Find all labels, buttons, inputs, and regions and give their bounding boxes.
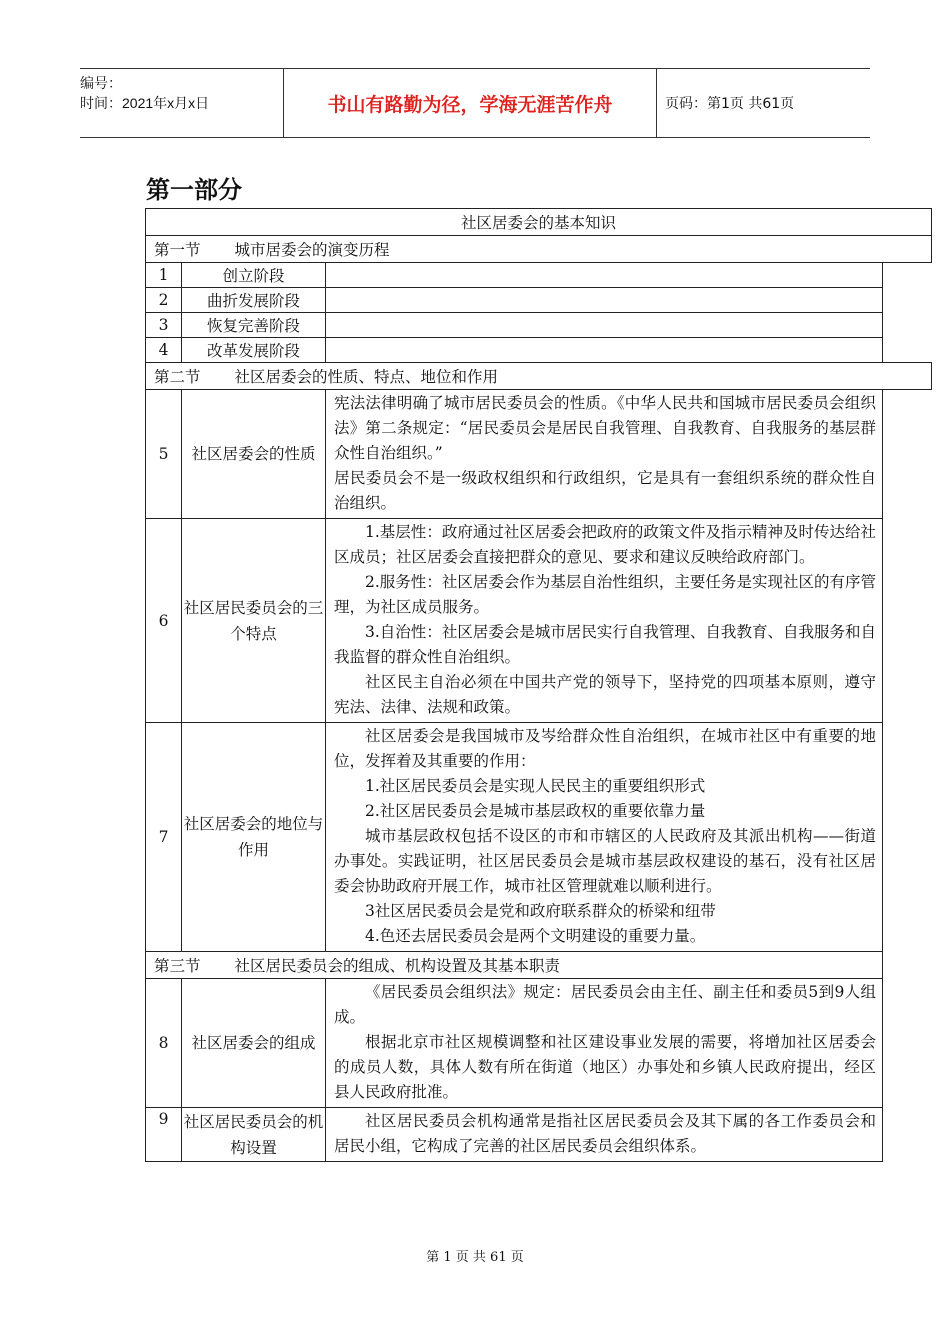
table-row — [146, 288, 932, 313]
section-label: 第一节 — [154, 241, 201, 259]
paragraph: 1.基层性：政府通过社区居委会把政府的政策文件及指示精神及时传达给社区成员；社区居委会直接把群众的意见、要求和建议反映给政府部门。 — [334, 523, 876, 566]
row-number: 1 — [146, 263, 182, 288]
empty-cell — [883, 519, 932, 723]
paragraph: 根据北京市社区规模调整和社区建设事业发展的需要，将增加社区居委会的成员人数，具体人数有所在街道（地区）办事处和乡镇人民政府提出，经区县人民政府批准。 — [334, 1033, 876, 1101]
number-label: 编号： — [80, 75, 122, 91]
empty-cell — [883, 952, 932, 979]
knowledge-table — [145, 208, 932, 1162]
header-motto-cell — [283, 69, 657, 137]
row-number: 3 — [146, 313, 182, 338]
empty-cell — [326, 313, 883, 338]
section-row — [146, 952, 932, 979]
row-title: 社区居民委员会的三个特点 — [182, 519, 326, 723]
paragraph: 城市基层政权包括不设区的市和市辖区的人民政府及其派出机构——街道办事处。实践证明，社区居民委员会是城市基层政权建设的基石，没有社区居委会协助政府开展工作，城市社区管理就难以顺利进行。 — [334, 827, 876, 895]
empty-cell — [883, 1108, 932, 1162]
page-footer: 第 1 页 共 61 页 — [426, 1250, 524, 1265]
paragraph: 1.社区居民委员会是实现人民民主的重要组织形式 — [365, 777, 706, 795]
table-row — [146, 263, 932, 288]
row-number: 9 — [146, 1108, 182, 1162]
table-row — [146, 338, 932, 363]
empty-cell — [883, 390, 932, 519]
section-heading — [146, 952, 883, 979]
row-number: 7 — [146, 723, 182, 952]
section-title: 社区居委会的性质、特点、地位和作用 — [234, 368, 499, 386]
row-title: 社区居委会的性质 — [182, 390, 326, 519]
section-title: 城市居委会的演变历程 — [234, 241, 390, 259]
section-row — [146, 236, 932, 263]
row-content — [326, 1108, 883, 1162]
empty-cell — [883, 313, 932, 338]
date-label: 时间：2021年x月x日 — [80, 95, 210, 111]
table-row — [146, 313, 932, 338]
section-label: 第二节 — [154, 368, 201, 386]
stage-name: 改革发展阶段 — [182, 338, 326, 363]
paragraph: 3.自治性：社区居委会是城市居民实行自我管理、自我教育、自我服务和自我监督的群众性自治组织。 — [334, 623, 876, 666]
stage-name: 创立阶段 — [182, 263, 326, 288]
empty-cell — [883, 288, 932, 313]
paragraph: 4.色还去居民委员会是两个文明建设的重要力量。 — [365, 927, 706, 945]
empty-cell — [326, 263, 883, 288]
document-header — [80, 68, 870, 138]
row-content — [326, 390, 883, 519]
section-heading — [146, 236, 932, 263]
paragraph: 社区居委会是我国城市及岑给群众性自治组织，在城市社区中有重要的地位，发挥着及其重要的作用： — [334, 727, 876, 770]
stage-name: 曲折发展阶段 — [182, 288, 326, 313]
header-meta — [80, 69, 283, 141]
paragraph: 《居民委员会组织法》规定：居民委员会由主任、副主任和委员5到9人组成。 — [334, 983, 876, 1026]
empty-cell — [883, 723, 932, 952]
section-label: 第三节 — [154, 957, 201, 975]
table-caption-row — [146, 209, 932, 236]
motto: 书山有路勤为径，学海无涯苦作舟 — [327, 93, 613, 116]
row-number: 4 — [146, 338, 182, 363]
table-row — [146, 519, 932, 723]
row-title: 社区居委会的地位与作用 — [182, 723, 326, 952]
section-heading — [146, 363, 932, 390]
row-number: 2 — [146, 288, 182, 313]
empty-cell — [326, 338, 883, 363]
paragraph: 居民委员会不是一级政权组织和行政组织，它是具有一套组织系统的群众性自治组织。 — [334, 469, 876, 512]
row-number: 5 — [146, 390, 182, 519]
paragraph: 社区居民委员会机构通常是指社区居民委员会及其下属的各工作委员会和居民小组，它构成了完善的社区居民委员会组织体系。 — [334, 1112, 876, 1155]
row-title: 社区居民委员会的机构设置 — [182, 1108, 326, 1162]
table-row — [146, 1108, 932, 1162]
section-title: 社区居民委员会的组成、机构设置及其基本职责 — [234, 957, 561, 975]
empty-cell — [883, 338, 932, 363]
row-number: 6 — [146, 519, 182, 723]
section-row — [146, 363, 932, 390]
row-content — [326, 979, 883, 1108]
table-row — [146, 723, 932, 952]
stage-name: 恢复完善阶段 — [182, 313, 326, 338]
row-title: 社区居委会的组成 — [182, 979, 326, 1108]
row-content — [326, 723, 883, 952]
table-row — [146, 979, 932, 1108]
table-row — [146, 390, 932, 519]
empty-cell — [883, 263, 932, 288]
paragraph: 2.社区居民委员会是城市基层政权的重要依靠力量 — [365, 802, 706, 820]
empty-cell — [326, 288, 883, 313]
row-content — [326, 519, 883, 723]
paragraph: 社区民主自治必须在中国共产党的领导下，坚持党的四项基本原则，遵守宪法、法律、法规和政策。 — [334, 673, 876, 716]
row-number: 8 — [146, 979, 182, 1108]
page-info: 页码：第1页 共61页 — [665, 96, 795, 112]
part-title: 第一部分 — [146, 176, 242, 204]
table-caption: 社区居委会的基本知识 — [146, 209, 932, 236]
empty-cell — [883, 979, 932, 1108]
paragraph: 宪法法律明确了城市居民委员会的性质。《中华人民共和国城市居民委员会组织法》第二条规定：“居民委员会是居民自我管理、自我教育、自我服务的基层群众性自治组织。” — [334, 394, 876, 462]
paragraph: 3社区居民委员会是党和政府联系群众的桥梁和纽带 — [365, 902, 716, 920]
paragraph: 2.服务性：社区居委会作为基层自治性组织，主要任务是实现社区的有序管理，为社区成员服务。 — [334, 573, 876, 616]
